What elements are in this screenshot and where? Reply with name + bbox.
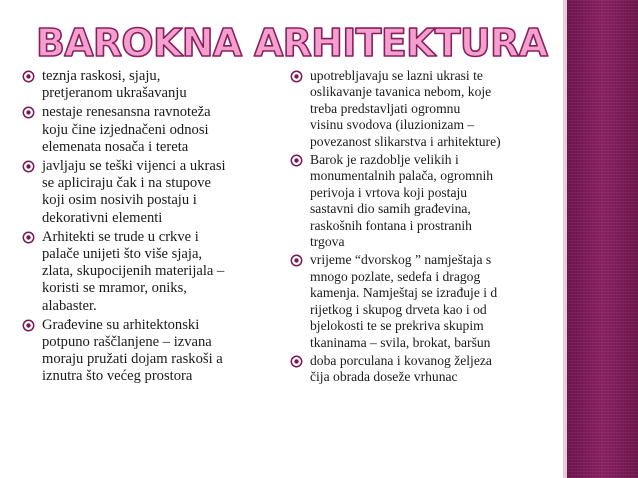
bullet-text — [42, 68, 187, 101]
title-text: BAROKNA ARHITEKTURA — [36, 21, 550, 64]
bullet-icon — [22, 160, 35, 173]
bullet-line: javljaju se teški vijenci a ukrasi — [42, 158, 226, 175]
bullet-line: koji osim nosivih postaju i — [42, 192, 197, 209]
bullet-line: teznja raskosi, sjaju, — [42, 68, 161, 84]
bullet-text — [42, 229, 224, 314]
bullet-icon — [290, 355, 303, 368]
bullet-item — [22, 229, 268, 315]
bullet-line: iznutra što većeg prostora — [42, 368, 193, 385]
left-column — [22, 68, 268, 388]
bullet-text — [310, 252, 497, 349]
bullet-line: povezanost slikarstva i arhitekture) — [310, 133, 501, 149]
bullet-line: perivoja i vrtova koji postaju — [310, 184, 468, 200]
right-bullet-list — [290, 68, 552, 386]
bullet-icon — [290, 254, 303, 267]
bullet-line: vrijeme “dvorskog ” namještaja s — [310, 252, 492, 268]
bullet-line: moraju pružati dojam raskoši a — [42, 351, 223, 368]
bullet-text — [42, 317, 223, 385]
bullet-line: zlata, skupocijenih materijala – — [42, 263, 225, 280]
bullet-line: se apliciraju čak i na stupove — [42, 175, 211, 192]
bullet-item — [22, 317, 268, 386]
bullet-line: nestaje renesansna ravnoteža — [42, 104, 211, 121]
bullet-line: bjelokosti te se prekriva skupim — [310, 318, 484, 334]
bullet-line: doba porculana i kovanog željeza — [310, 352, 492, 368]
left-bullet-list — [22, 68, 268, 386]
bullet-line: dekorativni elementi — [42, 209, 163, 226]
bullet-line: monumentalnih palača, ogromnih — [310, 168, 494, 184]
bullet-icon — [290, 70, 303, 83]
bullet-item — [290, 252, 552, 350]
bullet-line: raskošnih fontana i prostranih — [310, 217, 472, 233]
bullet-text — [310, 152, 493, 249]
slide-title — [34, 16, 554, 64]
bullet-icon — [290, 154, 303, 167]
bullet-item — [22, 158, 268, 227]
bullet-line: Barok je razdoblje velikih i — [310, 152, 459, 168]
bullet-line: visinu svodova (iluzionizam – — [310, 117, 475, 133]
bullet-line: rijetkog i skupog drveta kao i od — [310, 301, 487, 317]
bullet-line: Arhitekti se trude u crkve i — [42, 228, 199, 245]
bullet-line: čija obrada doseže vrhunac — [310, 369, 458, 385]
title-wordart — [34, 16, 554, 64]
bullet-item — [290, 152, 552, 250]
bullet-icon — [22, 106, 35, 119]
bullet-item — [22, 68, 268, 102]
bullet-text — [310, 353, 492, 384]
bullet-line: alabaster. — [42, 297, 97, 314]
bullet-line: Građevine su arhitektonski — [42, 316, 200, 333]
bullet-text — [42, 158, 226, 226]
side-decorative-panel — [567, 0, 638, 478]
bullet-line: koristi se mramor, oniks, — [42, 280, 187, 297]
bullet-text — [310, 68, 501, 149]
bullet-icon — [22, 70, 35, 83]
bullet-line: tkaninama – svila, brokat, baršun — [310, 334, 491, 350]
bullet-line: treba predstavljati ogromnu — [310, 100, 461, 116]
bullet-icon — [22, 319, 35, 332]
bullet-line: elemenata nosača i tereta — [42, 138, 189, 155]
bullet-line: koju čine izjednačeni odnosi — [42, 121, 209, 138]
right-column — [290, 68, 552, 388]
bullet-item — [290, 68, 552, 150]
bullet-item — [22, 104, 268, 156]
bullet-line: sastavni dio samih građevina, — [310, 201, 471, 217]
bullet-line: palače unijeti što više sjaja, — [42, 246, 203, 263]
bullet-line: pretjeranom ukrašavanju — [42, 85, 187, 102]
bullet-item — [290, 353, 552, 386]
bullet-line: potpuno raščlanjene – izvana — [42, 334, 212, 351]
bullet-icon — [22, 231, 35, 244]
bullet-line: oslikavanje tavanica nebom, koje — [310, 84, 492, 100]
bullet-line: trgova — [310, 234, 345, 250]
bullet-text — [42, 104, 211, 154]
bullet-line: mnogo pozlate, sedefa i dragog — [310, 268, 481, 284]
bullet-line: upotrebljavaju se lazni ukrasi te — [310, 68, 483, 83]
bullet-line: kamenja. Namještaj se izrađuje i d — [310, 285, 498, 301]
